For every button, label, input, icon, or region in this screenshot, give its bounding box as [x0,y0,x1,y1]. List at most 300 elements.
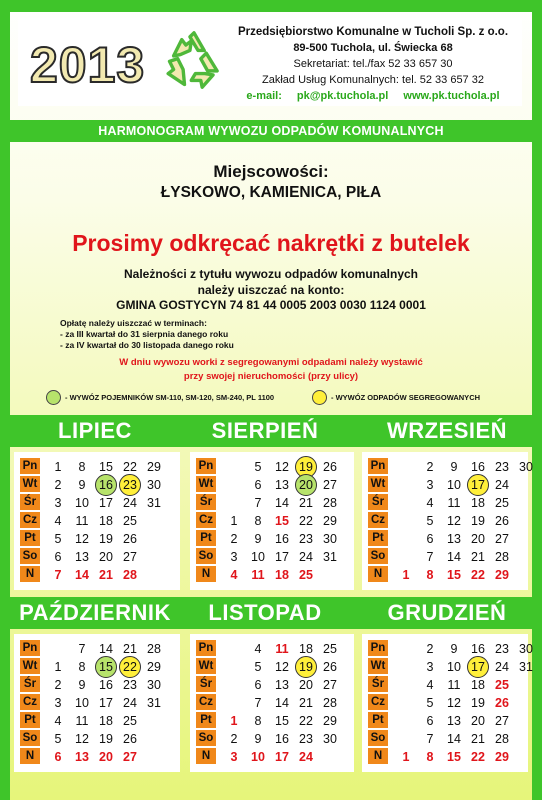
weekday-column [368,458,388,582]
calendar-day: 27 [495,714,509,728]
calendar-day: 15 [94,658,118,676]
calendar-day: 8 [426,750,434,764]
legend-yellow-label: - WYWÓZ ODPADÓW SEGREGOWANYCH [331,393,481,402]
calendar-day: 9 [254,732,262,746]
calendar-day: 18 [275,568,289,582]
calendar-day: 23 [299,732,313,746]
calendar-day: 12 [447,514,461,528]
calendar-day: 22 [471,568,485,582]
calendar-day: 11 [251,568,265,582]
calendar-week-row [394,712,524,730]
weekday-label: Pt [368,530,388,546]
calendar-week-row [222,458,350,476]
weekday-column [20,458,40,582]
locations: ŁYSKOWO, KAMIENICA, PIŁA [160,184,382,201]
calendar-day: 4 [426,496,434,510]
calendar-day: 12 [447,696,461,710]
calendar-day: 21 [471,550,485,564]
company-address: 89-500 Tuchola, ul. Świecka 68 [293,42,453,54]
legend-yellow [312,390,480,405]
green-circle-icon [46,390,61,405]
weekday-label: Pt [20,712,40,728]
calendar-day: 8 [78,460,86,474]
calendar-day: 18 [99,514,113,528]
calendar-day: 17 [99,696,113,710]
calendar-day: 12 [275,460,289,474]
calendar-day: 1 [230,514,238,528]
calendar-day: 25 [123,514,137,528]
calendar-day: 5 [426,696,434,710]
calendar-day: 3 [54,496,62,510]
calendar-day: 11 [447,496,461,510]
weekday-label: Cz [196,512,216,528]
calendar-day: 6 [254,678,262,692]
calendar-day: 29 [147,460,161,474]
calendar-week-row [46,658,176,676]
calendar-day: 8 [254,514,262,528]
calendar-day: 13 [275,478,289,492]
calendar-day: 28 [495,732,509,746]
calendar-day: 5 [426,514,434,528]
calendar-day: 25 [323,642,337,656]
weekday-label: Pt [196,530,216,546]
calendar-day: 27 [323,678,337,692]
calendar-day: 27 [495,532,509,546]
weekday-column [196,458,216,582]
calendar-week-row [222,530,350,548]
calendar-day: 12 [75,732,89,746]
calendar-day: 13 [75,750,89,764]
calendar-week-row [222,476,350,494]
weekday-label: Śr [196,676,216,692]
weekday-label: N [368,748,388,764]
calendar-day: 17 [275,750,289,764]
weekday-column [196,640,216,764]
weekday-label: Śr [368,494,388,510]
calendar-week-row [222,640,350,658]
calendar-day: 28 [123,568,137,582]
calendar-day: 13 [447,714,461,728]
calendar-day: 18 [299,642,313,656]
calendar-day: 17 [99,496,113,510]
calendar-day: 17 [466,658,490,676]
calendar-week-row [46,494,176,512]
payment-terms [60,318,234,351]
calendar-day: 24 [123,496,137,510]
calendar-day: 23 [495,460,509,474]
weekday-label: Pn [20,640,40,656]
calendar-day: 27 [323,478,337,492]
calendar-day: 8 [78,660,86,674]
calendar-day: 24 [299,750,313,764]
calendar-day: 12 [275,660,289,674]
calendar-day: 26 [323,460,337,474]
calendar-day: 1 [230,714,238,728]
calendar-day: 19 [471,514,485,528]
calendar-day: 9 [450,460,458,474]
calendar-day: 17 [466,476,490,494]
calendar-day: 25 [495,496,509,510]
calendar-week-row [394,640,533,658]
calendar-day: 10 [75,696,89,710]
calendar-day: 8 [426,568,434,582]
weekday-label: Pn [368,640,388,656]
year: 2013 [30,37,146,93]
website-link[interactable]: www.pk.tuchola.pl [403,90,500,102]
calendar-day: 6 [54,750,62,764]
calendar-day: 2 [230,732,238,746]
calendar-week-row [222,748,350,766]
month-name: PAŹDZIERNIK [19,600,171,625]
bag-notice [0,356,542,384]
calendar-week-row [222,566,350,584]
calendar-day: 21 [471,732,485,746]
calendar-week-row [46,512,176,530]
calendar-day: 11 [75,714,89,728]
calendar-day: 25 [123,714,137,728]
calendar-day: 20 [99,750,113,764]
calendar-day: 29 [495,750,509,764]
calendar-day: 1 [54,460,62,474]
calendar-day: 24 [299,550,313,564]
weekday-label: N [368,566,388,582]
calendar-day: 23 [123,678,137,692]
payment-info [0,266,542,298]
calendar-day: 26 [495,514,509,528]
calendar-day: 29 [323,514,337,528]
calendar-day: 7 [254,496,262,510]
calendar-day: 8 [254,714,262,728]
calendar-day: 19 [294,658,318,676]
calendar-day: 1 [402,568,410,582]
weekday-column [20,640,40,764]
calendar-week-row [394,548,524,566]
calendar-day: 24 [495,478,509,492]
terms-q4: - za IV kwartał do 30 listopada danego roku [60,340,234,350]
calendar-day: 2 [426,460,434,474]
calendar-week-row [46,548,176,566]
weekday-label: So [368,730,388,746]
page-title: HARMONOGRAM WYWOZU ODPADÓW KOMUNALNYCH [10,120,532,142]
calendar-day: 3 [54,696,62,710]
calendar-day: 7 [78,642,86,656]
calendar-day: 6 [54,550,62,564]
weekday-label: So [196,730,216,746]
calendar-day: 20 [471,714,485,728]
calendar-day: 9 [450,642,458,656]
calendar-day: 2 [230,532,238,546]
calendar-day: 2 [54,478,62,492]
top-bar [0,0,542,12]
weekday-label: Pn [368,458,388,474]
calendar-day: 30 [147,678,161,692]
calendar-day: 21 [99,568,113,582]
calendar-day: 24 [123,696,137,710]
secretariat-phone: Sekretariat: tel./fax 52 33 657 30 [293,58,453,70]
calendar-day: 25 [495,678,509,692]
calendar-day: 12 [75,532,89,546]
calendar-week-row [394,512,524,530]
calendar-day: 1 [402,750,410,764]
weekday-label: Pn [196,458,216,474]
calendar-day: 14 [99,642,113,656]
calendar-week-row [46,676,176,694]
month-name: GRUDZIEŃ [387,600,507,625]
calendar-day: 27 [123,750,137,764]
calendar-day: 20 [294,476,318,494]
calendar-day: 21 [299,496,313,510]
calendar-day: 11 [75,514,89,528]
calendar-day: 15 [447,568,461,582]
calendar-week-row [394,530,524,548]
calendar-week-row [394,658,533,676]
calendar-day: 4 [54,714,62,728]
calendar-day: 13 [275,678,289,692]
calendar-day: 1 [54,660,62,674]
weekday-label: Wt [368,476,388,492]
calendar-day: 4 [254,642,262,656]
calendar-week-row [394,694,524,712]
calendar-day: 14 [75,568,89,582]
calendar-day: 16 [94,476,118,494]
calendar-week-row [394,676,524,694]
payment-line-2: należy uiszczać na konto: [197,283,345,297]
calendar-day: 3 [426,478,434,492]
weekday-label: Cz [20,694,40,710]
calendar-week-row [222,494,350,512]
calendar-day: 3 [230,750,238,764]
calendar-day: 30 [147,478,161,492]
terms-intro: Opłatę należy uiszczać w terminach: [60,318,207,328]
weekday-label: Wt [196,476,216,492]
calendar-day: 25 [299,568,313,582]
calendar-day: 31 [519,660,533,674]
calendar-day: 16 [275,732,289,746]
recycle-icon [160,26,228,94]
calendar-day: 30 [323,532,337,546]
calendar-week-row [394,748,524,766]
calendar-week-row [222,694,350,712]
yellow-circle-icon [312,390,327,405]
calendar-day: 9 [254,532,262,546]
calendar-day: 28 [495,550,509,564]
weekday-label: Wt [368,658,388,674]
calendar-day: 24 [495,660,509,674]
weekday-label: N [20,748,40,764]
calendar-day: 18 [471,496,485,510]
month-name: LIPIEC [58,418,132,443]
calendar-day: 15 [275,514,289,528]
calendar-week-row [46,530,176,548]
weekday-label: So [196,548,216,564]
calendar-week-row [46,476,176,494]
calendar-week-row [222,712,350,730]
calendar-day: 4 [230,568,238,582]
weekday-label: Pt [196,712,216,728]
appeal-text: Prosimy odkręcać nakrętki z butelek [72,230,470,256]
calendar-week-row [46,730,176,748]
weekday-label: Śr [196,494,216,510]
calendar-day: 22 [123,460,137,474]
notice-line-1: W dniu wywozu worki z segregowanymi odpadami należy wystawić [119,357,423,368]
calendar-day: 9 [78,678,86,692]
calendar-day: 21 [299,696,313,710]
weekday-label: Śr [20,676,40,692]
calendar-week-row [394,494,524,512]
calendar-day: 5 [254,460,262,474]
calendar-day: 11 [275,642,289,656]
calendar-week-row [46,712,176,730]
calendar-day: 20 [471,532,485,546]
calendar-day: 16 [471,460,485,474]
weekday-column [368,640,388,764]
calendar-week-row [222,548,350,566]
weekday-label: Pt [368,712,388,728]
calendar-day: 30 [519,642,533,656]
calendar-week-row [222,658,350,676]
weekday-label: Wt [196,658,216,674]
calendar-day: 7 [426,732,434,746]
month-name: WRZESIEŃ [386,418,508,443]
weekday-label: Pt [20,530,40,546]
calendar-day: 26 [323,660,337,674]
calendar-day: 10 [251,550,265,564]
calendar-week-row [394,566,524,584]
calendar-day: 4 [54,514,62,528]
calendar-day: 31 [147,696,161,710]
calendar-day: 2 [426,642,434,656]
company-name: Przedsiębiorstwo Komunalne w Tucholi Sp. z o.o. [237,26,509,38]
plant-phone: Zakład Usług Komunalnych: tel. 52 33 657 32 [262,74,484,86]
terms-q3: - za III kwartał do 31 sierpnia danego roku [60,329,229,339]
calendar-day: 19 [99,732,113,746]
calendar-day: 10 [251,750,265,764]
weekday-label: So [20,730,40,746]
calendar-week-row [222,512,350,530]
calendar-day: 19 [471,696,485,710]
calendar-week-row [46,748,176,766]
calendar-day: 9 [78,478,86,492]
calendar-day: 20 [99,550,113,564]
calendar-day: 16 [275,532,289,546]
company-info [228,24,518,104]
calendar-day: 22 [471,750,485,764]
calendar-day: 10 [447,478,461,492]
calendar-day: 5 [54,532,62,546]
calendar-day: 7 [254,696,262,710]
weekday-label: N [196,748,216,764]
calendar-day: 18 [99,714,113,728]
calendar-day: 5 [254,660,262,674]
calendar-day: 7 [54,568,62,582]
weekday-label: Śr [20,494,40,510]
calendar-day: 3 [230,550,238,564]
weekday-label: N [20,566,40,582]
weekday-label: Pn [196,640,216,656]
calendar-week-row [394,458,533,476]
legend-green [46,390,274,405]
calendar-week-row [46,458,176,476]
calendar-day: 14 [275,496,289,510]
calendar-day: 28 [323,496,337,510]
notice-line-2: przy swojej nieruchomości (przy ulicy) [183,371,359,382]
calendar-day: 18 [471,678,485,692]
calendar-day: 29 [147,660,161,674]
calendar-day: 7 [426,550,434,564]
calendar-day: 22 [299,514,313,528]
calendar-day: 29 [495,568,509,582]
legend-green-label: - WYWÓZ POJEMNIKÓW SM-110, SM-120, SM-240, PL 1100 [65,393,275,402]
calendar-day: 31 [147,496,161,510]
calendar-week-row [46,694,176,712]
locations-label: Miejscowości: [213,162,329,181]
calendar-week-row [46,566,176,584]
payment-line-1: Należności z tytułu wywozu odpadów komunalnych [123,267,419,281]
calendar-day: 10 [447,660,461,674]
month-name: LISTOPAD [208,600,322,625]
calendar-day: 3 [426,660,434,674]
month-name: SIERPIEŃ [211,418,319,443]
calendar-day: 4 [426,678,434,692]
calendar-week-row [222,730,350,748]
calendar-day: 23 [299,532,313,546]
calendar-week-row [394,730,524,748]
calendar-day: 5 [54,732,62,746]
calendar-day: 11 [447,678,461,692]
calendar-day: 2 [54,678,62,692]
weekday-label: Pn [20,458,40,474]
calendar-day: 26 [495,696,509,710]
calendar-day: 15 [447,750,461,764]
calendar-day: 6 [426,532,434,546]
calendar-day: 14 [447,550,461,564]
bank-account: GMINA GOSTYCYN 74 81 44 0005 2003 0030 1124 0001 [116,298,426,312]
calendar-day: 23 [495,642,509,656]
weekday-label: So [20,548,40,564]
calendar-day: 23 [118,476,142,494]
weekday-label: Cz [20,512,40,528]
calendar-day: 17 [275,550,289,564]
calendar-day: 15 [99,460,113,474]
weekday-label: Cz [368,694,388,710]
calendar-day: 6 [426,714,434,728]
calendar-day: 22 [299,714,313,728]
calendar-day: 20 [299,678,313,692]
legend [0,390,542,410]
weekday-label: Wt [20,658,40,674]
weekday-label: Śr [368,676,388,692]
calendar-day: 31 [323,550,337,564]
calendar-day: 19 [99,532,113,546]
calendar-day: 28 [323,696,337,710]
calendar-day: 30 [323,732,337,746]
calendar-day: 26 [123,732,137,746]
calendar-day: 21 [123,642,137,656]
weekday-label: So [368,548,388,564]
weekday-label: Cz [368,512,388,528]
weekday-label: Wt [20,476,40,492]
calendar-day: 30 [519,460,533,474]
weekday-label: Cz [196,694,216,710]
calendar-day: 14 [447,732,461,746]
calendar-day: 13 [447,532,461,546]
calendar-week-row [46,640,176,658]
calendar-day: 13 [75,550,89,564]
email-link[interactable]: e-mail: pk@pk.tuchola.pl [246,90,389,102]
calendar-week-row [222,676,350,694]
calendar-day: 27 [123,550,137,564]
calendar-day: 10 [75,496,89,510]
